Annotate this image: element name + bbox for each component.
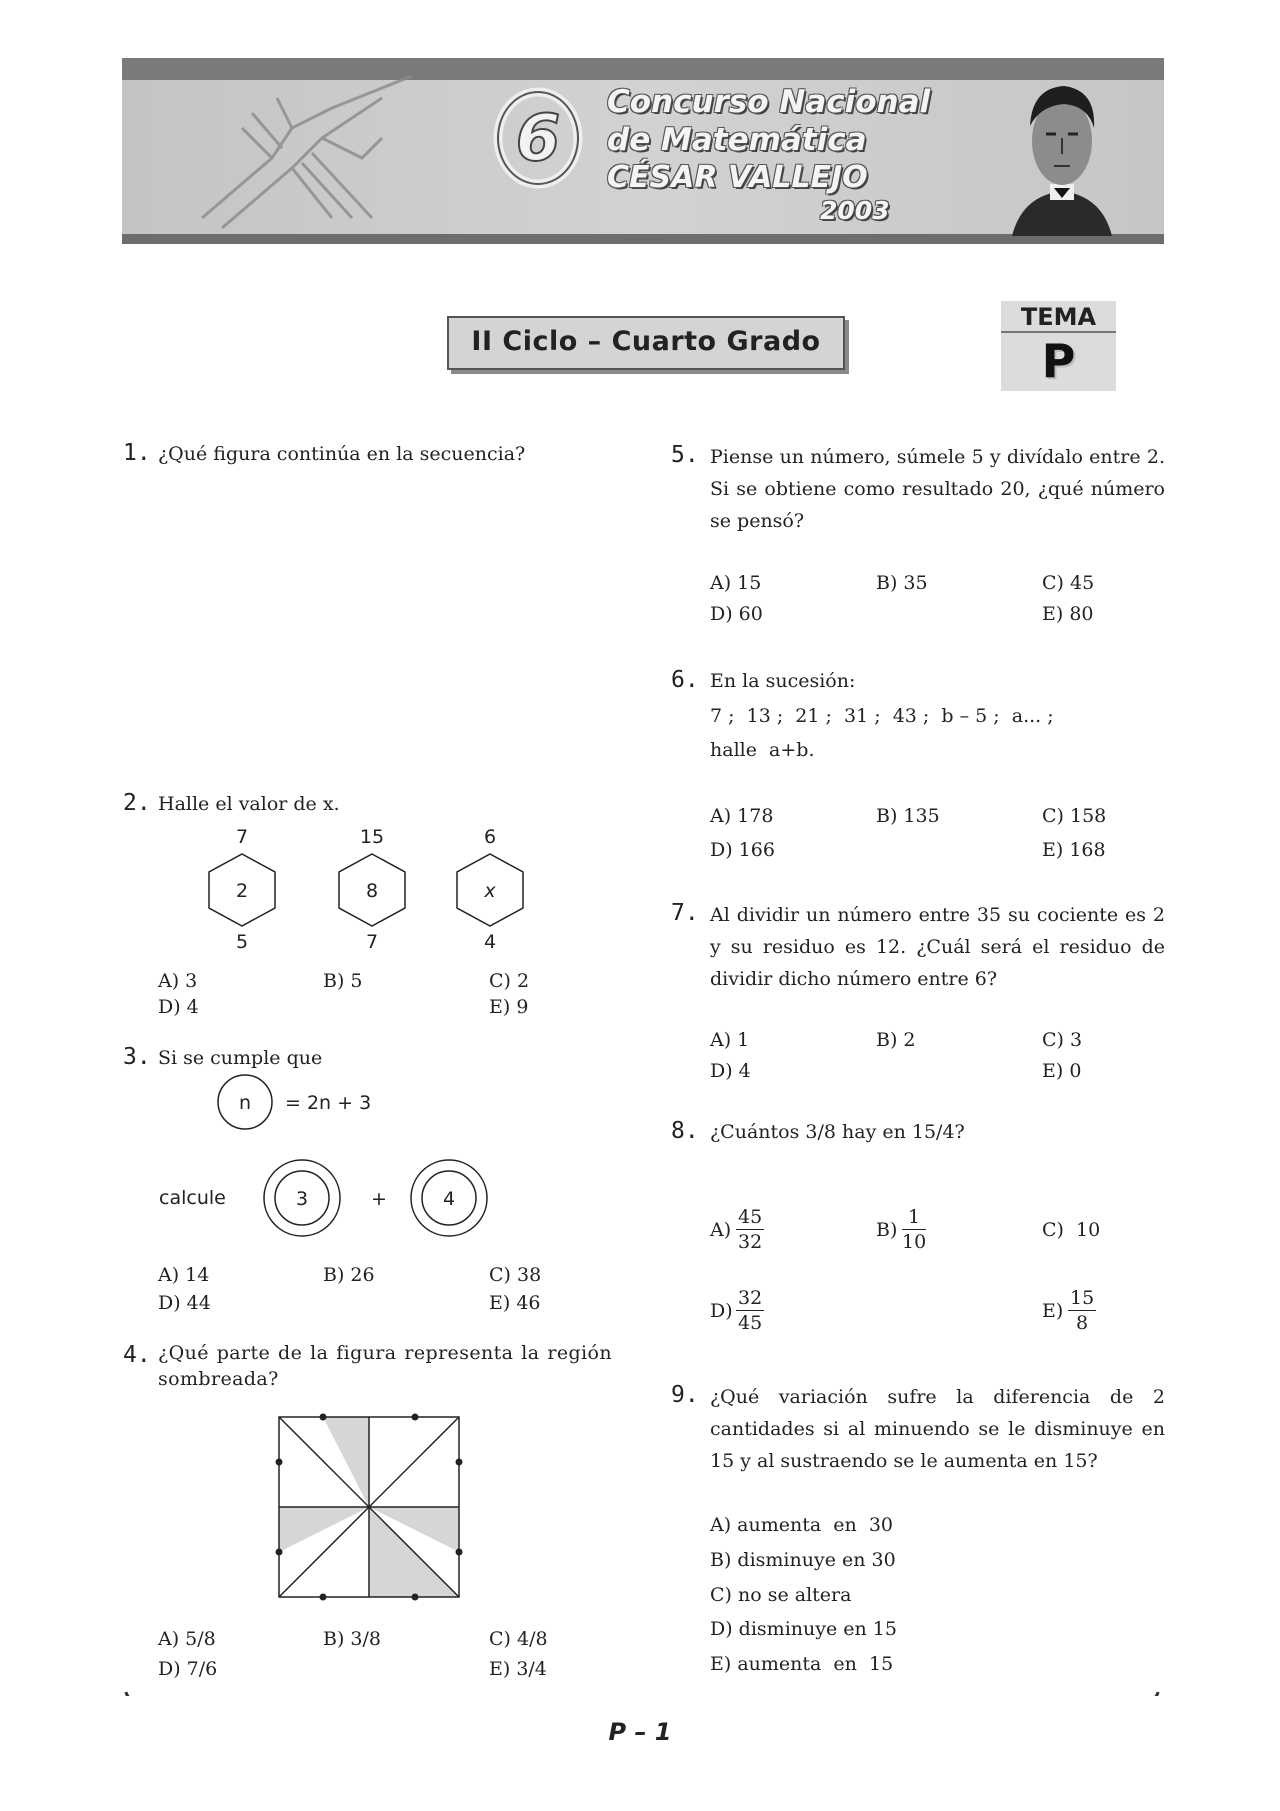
calc-label: calcule (159, 1187, 226, 1209)
page-number: P – 1 (608, 1718, 672, 1746)
question-3-text: Si se cumple que (158, 1047, 323, 1069)
question-9-text: ¿Qué variación sufre la diferencia de 2 cantidades si al minuendo se le disminuye en 15 y al sustraendo se le aumenta en 15? (710, 1386, 1165, 1472)
q8-option-a-label: A) (710, 1219, 732, 1241)
q3-option-b: B) 26 (323, 1264, 375, 1286)
q9-option-c: C) no se altera (710, 1584, 852, 1606)
def-expr: = 2n + 3 (285, 1092, 372, 1114)
hex2-bottom: 7 (365, 931, 379, 953)
q8-b-denominator: 10 (902, 1231, 927, 1253)
calc-b: 4 (442, 1188, 456, 1210)
q7-option-c: C) 3 (1042, 1029, 1083, 1051)
q8-a-denominator: 32 (738, 1231, 763, 1253)
q8-e-numerator: 15 (1070, 1287, 1095, 1309)
question-8-number: 8. (671, 1118, 699, 1144)
q8-option-b-label: B) (876, 1219, 898, 1241)
hexagons-figure (190, 818, 550, 958)
q6-sequence: 7 ; 13 ; 21 ; 31 ; 43 ; b – 5 ; a... ; (710, 705, 1054, 727)
q6-option-c: C) 158 (1042, 805, 1107, 827)
q6-option-d: D) 166 (710, 839, 775, 861)
hex2-center: 8 (365, 880, 379, 902)
def-var: n (238, 1092, 252, 1114)
question-1-text: ¿Qué figura continúa en la secuencia? (158, 443, 526, 465)
q9-option-a: A) aumenta en 30 (710, 1514, 894, 1536)
question-2-text: Halle el valor de x. (158, 793, 340, 815)
q9-option-b: B) disminuye en 30 (710, 1549, 896, 1571)
section-title-box (447, 316, 845, 370)
question-9-number: 9. (671, 1382, 699, 1408)
q7-option-a: A) 1 (710, 1029, 750, 1051)
q8-b-numerator: 1 (902, 1205, 926, 1230)
q5-option-a: A) 15 (710, 572, 762, 594)
svg-text:6: 6 (515, 102, 561, 176)
section-title: II Ciclo – Cuarto Grado (471, 326, 821, 357)
hex3-center: x (484, 880, 496, 902)
q3-option-d: D) 44 (158, 1292, 211, 1314)
hex1-top: 7 (235, 826, 249, 848)
q2-option-e: E) 9 (489, 996, 529, 1018)
question-6-text: En la sucesión: (710, 670, 856, 692)
q2-option-a: A) 3 (158, 970, 198, 992)
hex2-top: 15 (359, 826, 385, 848)
nazca-hummingbird-graphic (182, 68, 422, 238)
q7-option-e: E) 0 (1042, 1060, 1082, 1082)
q2-option-c: C) 2 (489, 970, 530, 992)
question-2-number: 2. (123, 790, 151, 816)
q6-ask: halle a+b. (710, 739, 815, 761)
q5-option-b: B) 35 (876, 572, 928, 594)
operator-definition-figure (150, 1074, 510, 1254)
calc-a: 3 (295, 1188, 309, 1210)
q2-option-b: B) 5 (323, 970, 363, 992)
contest-logo-icon (490, 82, 586, 192)
q5-option-e: E) 80 (1042, 603, 1094, 625)
question-4-text: ¿Qué parte de la figura representa la región sombreada? (158, 1342, 612, 1390)
portrait-image (1002, 76, 1122, 236)
tema-label: TEMA (1001, 303, 1116, 333)
header-title-line1: Concurso Nacional (607, 84, 931, 120)
q8-a-numerator: 45 (738, 1206, 763, 1228)
q5-option-d: D) 60 (710, 603, 763, 625)
tema-letter: P (1041, 334, 1076, 388)
header-title-line3: CÉSAR VALLEJO (607, 160, 868, 195)
q8-option-e-label: E) (1042, 1300, 1064, 1322)
q8-option-a-fraction (736, 1205, 764, 1254)
q8-d-numerator: 32 (738, 1287, 763, 1309)
q4-option-d: D) 7/6 (158, 1658, 218, 1680)
q8-option-e-fraction (1068, 1286, 1096, 1335)
q4-option-e: E) 3/4 (489, 1658, 547, 1680)
hex3-bottom: 4 (483, 931, 497, 953)
q8-d-denominator: 45 (738, 1312, 763, 1334)
hex3-top: 6 (483, 826, 497, 848)
calc-plus: + (371, 1188, 387, 1210)
question-8-text: ¿Cuántos 3/8 hay en 15/4? (710, 1121, 965, 1143)
q5-option-c: C) 45 (1042, 572, 1095, 594)
q3-option-a: A) 14 (158, 1264, 210, 1286)
q4-option-b: B) 3/8 (323, 1628, 381, 1650)
question-5-text: Piense un número, súmele 5 y divídalo entre 2. Si se obtiene como resultado 20, ¿qué número se pensó? (710, 446, 1165, 532)
question-1-number: 1. (123, 440, 151, 466)
q6-option-b: B) 135 (876, 805, 940, 827)
question-3-number: 3. (123, 1044, 151, 1070)
q8-e-denominator: 8 (1076, 1312, 1089, 1334)
question-7-text: Al dividir un número entre 35 su cociente es 2 y su residuo es 12. ¿Cuál será el residuo de dividir dicho número entre 6? (710, 904, 1165, 990)
q8-option-d-fraction (736, 1286, 764, 1335)
header-year: 2003 (820, 196, 890, 225)
q8-option-b-fraction (902, 1205, 926, 1254)
question-4-number: 4. (123, 1342, 151, 1368)
q9-option-e: E) aumenta en 15 (710, 1653, 894, 1675)
q3-option-c: C) 38 (489, 1264, 542, 1286)
q9-option-d: D) disminuye en 15 (710, 1618, 897, 1640)
tema-badge (1001, 301, 1116, 391)
q6-option-e: E) 168 (1042, 839, 1106, 861)
q7-option-d: D) 4 (710, 1060, 751, 1082)
hex1-center: 2 (235, 880, 249, 902)
q8-option-c: C) 10 (1042, 1219, 1101, 1241)
q4-option-c: C) 4/8 (489, 1628, 548, 1650)
question-7-number: 7. (671, 900, 699, 926)
q8-option-d-label: D) (710, 1300, 733, 1322)
q2-option-d: D) 4 (158, 996, 199, 1018)
q7-option-b: B) 2 (876, 1029, 916, 1051)
hex1-bottom: 5 (235, 931, 249, 953)
header-title-line2: de Matemática (607, 122, 867, 158)
q6-option-a: A) 178 (710, 805, 774, 827)
footer-rule (124, 1690, 1160, 1696)
question-5-number: 5. (671, 442, 699, 468)
shaded-square-figure (270, 1408, 470, 1608)
question-6-number: 6. (671, 667, 699, 693)
q3-option-e: E) 46 (489, 1292, 541, 1314)
header-banner (122, 58, 1164, 244)
q4-option-a: A) 5/8 (158, 1628, 216, 1650)
